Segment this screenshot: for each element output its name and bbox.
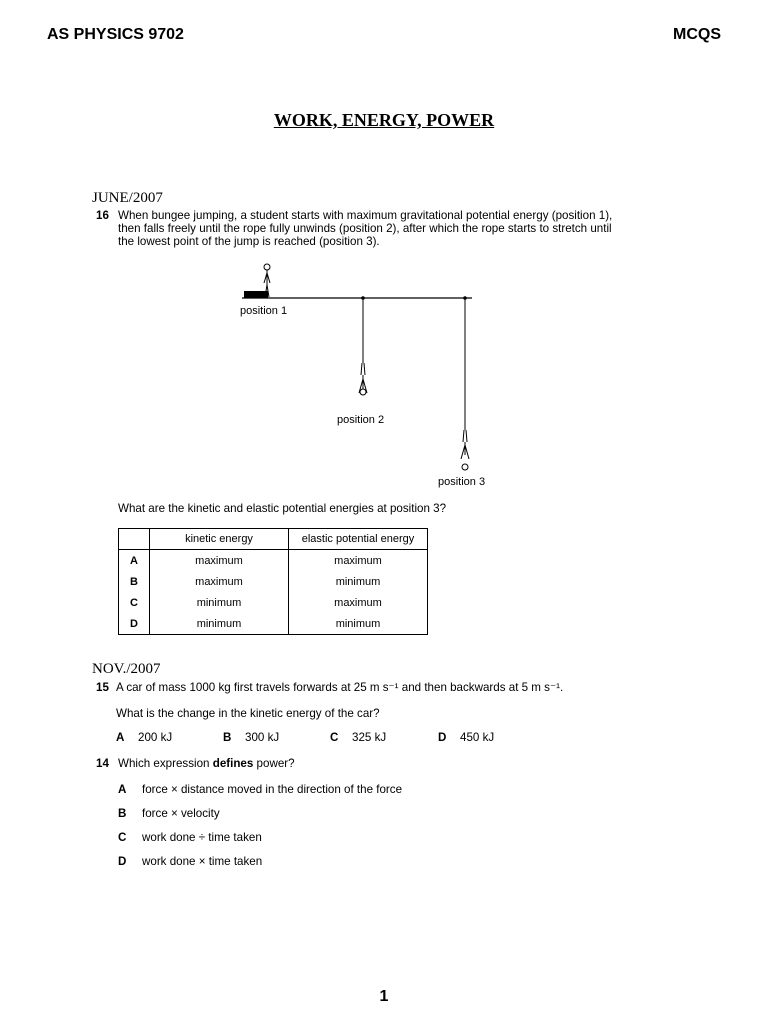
elastic-cell: minimum	[289, 571, 428, 592]
question-number: 14	[96, 757, 109, 770]
bungee-diagram	[230, 255, 490, 490]
elastic-cell: maximum	[289, 592, 428, 613]
option-text[interactable]: force × velocity	[142, 807, 220, 820]
option-text[interactable]: 300 kJ	[245, 731, 280, 744]
option-label[interactable]: A	[116, 731, 125, 744]
table-row[interactable]	[119, 613, 428, 635]
option-label: A	[119, 550, 150, 572]
page-number: 1	[379, 988, 389, 1005]
option-text[interactable]: 325 kJ	[352, 731, 387, 744]
option-label[interactable]: C	[330, 731, 339, 744]
option-label: C	[119, 592, 150, 613]
question-text: Which expression defines power?	[118, 757, 295, 770]
option-text[interactable]: force × distance moved in the direction of the force	[142, 783, 403, 796]
answer-table	[118, 528, 428, 635]
question-number: 16	[96, 209, 109, 222]
label-position-3: position 3	[438, 476, 486, 488]
kinetic-cell: minimum	[150, 613, 289, 635]
option-label[interactable]: D	[118, 855, 127, 868]
question-prompt: What is the change in the kinetic energy of the car?	[116, 707, 380, 720]
jumper-position-3	[461, 430, 469, 470]
option-text[interactable]: work done × time taken	[142, 855, 263, 868]
table-header-elastic: elastic potential energy	[289, 529, 428, 550]
label-position-1: position 1	[240, 305, 288, 317]
kinetic-cell: maximum	[150, 550, 289, 572]
table-row[interactable]	[119, 571, 428, 592]
header-course: AS PHYSICS 9702	[47, 26, 184, 43]
question-text-line: then falls freely until the rope fully unwinds (position 2), after which the rope starts to stretch until	[118, 222, 612, 235]
table-header-row	[119, 529, 428, 550]
question-text: A car of mass 1000 kg first travels forwards at 25 m s⁻¹ and then backwards at 5 m s⁻¹.	[116, 681, 564, 694]
table-row[interactable]	[119, 550, 428, 572]
question-prompt: What are the kinetic and elastic potential energies at position 3?	[118, 502, 447, 515]
kinetic-cell: minimum	[150, 592, 289, 613]
label-position-2: position 2	[337, 414, 385, 426]
question-text-line: When bungee jumping, a student starts with maximum gravitational potential energy (position 1),	[118, 209, 613, 222]
question-text-line: the lowest point of the jump is reached (position 3).	[118, 235, 380, 248]
option-text[interactable]: work done ÷ time taken	[142, 831, 262, 844]
jumper-position-2	[359, 363, 367, 395]
option-text[interactable]: 200 kJ	[138, 731, 173, 744]
table-row[interactable]	[119, 592, 428, 613]
session-label-june-2007: JUNE/2007	[92, 190, 163, 206]
table-header-blank	[119, 529, 150, 550]
option-label[interactable]: D	[438, 731, 447, 744]
session-label-nov-2007: NOV./2007	[92, 661, 161, 677]
platform-block	[244, 291, 268, 298]
option-label: D	[119, 613, 150, 635]
option-label[interactable]: C	[118, 831, 127, 844]
option-text[interactable]: 450 kJ	[460, 731, 495, 744]
option-label: B	[119, 571, 150, 592]
elastic-cell: maximum	[289, 550, 428, 572]
option-label[interactable]: B	[223, 731, 232, 744]
kinetic-cell: maximum	[150, 571, 289, 592]
elastic-cell: minimum	[289, 613, 428, 635]
table-header-kinetic: kinetic energy	[150, 529, 289, 550]
option-label[interactable]: B	[118, 807, 127, 820]
page-title: WORK, ENERGY, POWER	[273, 110, 495, 130]
option-label[interactable]: A	[118, 783, 127, 796]
question-number: 15	[96, 681, 109, 694]
header-type: MCQS	[673, 26, 721, 43]
